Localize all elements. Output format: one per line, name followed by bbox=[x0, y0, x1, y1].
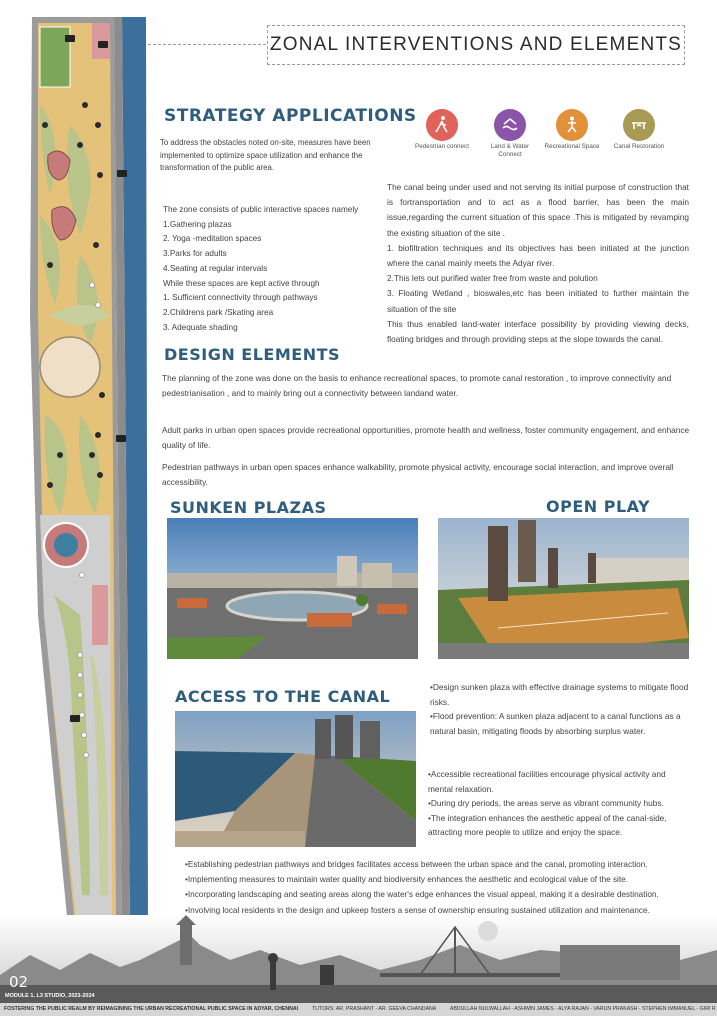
access-bullet: •Design sunken plaza with effective drainage systems to mitigate flood risks. bbox=[430, 682, 689, 707]
strategy-line: 3. Adequate shading bbox=[163, 322, 238, 332]
strategy-line: 1.Gathering plazas bbox=[163, 219, 232, 229]
icon-label: Land & Water Connect bbox=[490, 143, 530, 158]
pedestrian-icon bbox=[426, 109, 458, 141]
canal-paragraph: 3. Floating Wetland , bioswales,etc has been initiated to further maintain the situation of the site bbox=[387, 288, 689, 314]
site-plan bbox=[10, 15, 155, 930]
strategy-line: The zone consists of public interactive spaces namely bbox=[163, 205, 359, 214]
bottom-bullet: •Implementing measures to maintain water quality and biodiversity enhances the aesthetic and ecological value of the site. bbox=[185, 875, 628, 885]
title-connector-line bbox=[148, 44, 266, 45]
bottom-bullet: •Involving local residents in the design and upkeep fosters a sense of ownership ensuring sustained utilization and maintenance. bbox=[185, 905, 650, 915]
strategy-line: 4.Seating at regular intervals bbox=[163, 263, 268, 273]
footer-project: FOSTERING THE PUBLIC REALM BY REIMAGINING THE URBAN RECREATIONAL PUBLIC SPACE IN ADYAR, CHENNAI bbox=[4, 1006, 299, 1012]
land-water-icon bbox=[494, 109, 526, 141]
design-paragraph-1: The planning of the zone was done on the basis to enhance recreational spaces, to promote canal restoration , to improve connectivity and pedestrianisation , and to mainly bring out a connectivity between landand water. bbox=[162, 373, 672, 398]
city-skyline-collage bbox=[0, 915, 717, 1003]
strategy-list bbox=[163, 203, 388, 335]
bottom-bullet: •Incorporating landscaping and seating areas along the water's edge enhances the visual appeal, making it a desirable destination. bbox=[185, 890, 659, 900]
canal-icon bbox=[623, 109, 655, 141]
page-number: 02 bbox=[9, 973, 29, 991]
access-bullet: •Flood prevention: A sunken plaza adjacent to a canal functions as a natural basin, mitigating floods by absorbing surplus water. bbox=[430, 711, 681, 736]
design-paragraph-3: Pedestrian pathways in urban open spaces enhance walkability, promote physical activity, encourage social interaction, and improve overall accessibility. bbox=[162, 462, 674, 487]
sunken-plaza-render bbox=[167, 518, 418, 659]
icon-pedestrian-connect bbox=[414, 109, 470, 151]
strategy-line: 2.Childrens park /Skating area bbox=[163, 307, 274, 317]
strategy-heading: STRATEGY APPLICATIONS bbox=[164, 106, 417, 126]
strategy-intro: To address the obstacles noted on-site, measures have been implemented to optimize space utilization and enhance the transformation of the public area. bbox=[160, 138, 371, 172]
access-bullets-bottom bbox=[428, 767, 690, 840]
footer-team: ABDULLAH NULWALLAH - ASHWIN JAMES - ALYA RAJAN - VARUN PRAKASH - STEPHEN IMMANUEL - GIRI R bbox=[450, 1006, 716, 1012]
strategy-line: 2. Yoga -meditation spaces bbox=[163, 234, 262, 244]
circular-plaza bbox=[40, 337, 100, 397]
access-bullets-top bbox=[430, 680, 692, 738]
canal-paragraph: The canal being under used and not serving its initial purpose of construction that is fortransportation and to act as a flood barrier, has been the main issue,regarding the current situation of this space .This is mitigated by revamping the existing situation of the site . bbox=[387, 182, 689, 238]
access-bullet: •Accessible recreational facilities encourage physical activity and mental relaxation. bbox=[428, 769, 666, 794]
strategy-line: 3.Parks for adults bbox=[163, 249, 227, 259]
open-play-heading: OPEN PLAY bbox=[546, 497, 651, 516]
canal-paragraph: 2.This lets out purified water free from waste and polution bbox=[387, 273, 598, 284]
icon-canal-restoration bbox=[611, 109, 667, 151]
canal-text bbox=[387, 180, 689, 347]
icon-label: Recreational Space bbox=[544, 143, 600, 150]
design-paragraph-2: Adult parks in urban open spaces provide recreational opportunities, promote health and wellness, foster community engagement, and enhance quality of life. bbox=[162, 425, 690, 450]
bottom-bullets bbox=[185, 857, 705, 918]
access-bullet: •During dry periods, the areas serve as vibrant community hubs. bbox=[428, 798, 664, 808]
strategy-line: 1. Sufficient connectivity through pathways bbox=[163, 293, 318, 303]
title-box bbox=[267, 25, 685, 65]
canal-access-render bbox=[175, 711, 416, 847]
design-heading: DESIGN ELEMENTS bbox=[164, 345, 341, 364]
access-heading: ACCESS TO THE CANAL bbox=[175, 687, 391, 706]
icon-recreational-space bbox=[544, 109, 600, 151]
canal-paragraph: This thus enabled land-water interface possibility by providing viewing decks, floating bridges and through providing steps at the slope towards the canal. bbox=[387, 318, 689, 345]
page-title: ZONAL INTERVENTIONS AND ELEMENTS bbox=[269, 34, 683, 55]
access-bullet: •The integration enhances the aesthetic appeal of the canal-side, attracting more people to utilize and enjoy the space. bbox=[428, 812, 667, 837]
icon-land-water bbox=[482, 109, 538, 158]
sunken-plazas-heading: SUNKEN PLAZAS bbox=[170, 498, 327, 517]
module-label: MODULE 1, L3 STUDIO, 2023-2024 bbox=[5, 993, 95, 999]
bottom-bullet: •Establishing pedestrian pathways and bridges facilitates access between the urban space and the canal, promoting interaction. bbox=[185, 860, 648, 869]
icon-label: Canal Restoration bbox=[613, 143, 665, 150]
open-play-render bbox=[438, 518, 689, 659]
recreation-icon bbox=[556, 109, 588, 141]
icon-label: Pedestrian connect bbox=[415, 143, 469, 150]
canal-paragraph: 1. biofiltration techniques and its objectives has been initiated at the junction where the canal mainly meets the Adyar river. bbox=[387, 242, 689, 269]
footer-tutors: TUTORS: AR. PRASHANT - AR. GEEVA CHANDANA bbox=[312, 1006, 437, 1012]
strategy-line: While these spaces are kept active through bbox=[163, 278, 320, 288]
